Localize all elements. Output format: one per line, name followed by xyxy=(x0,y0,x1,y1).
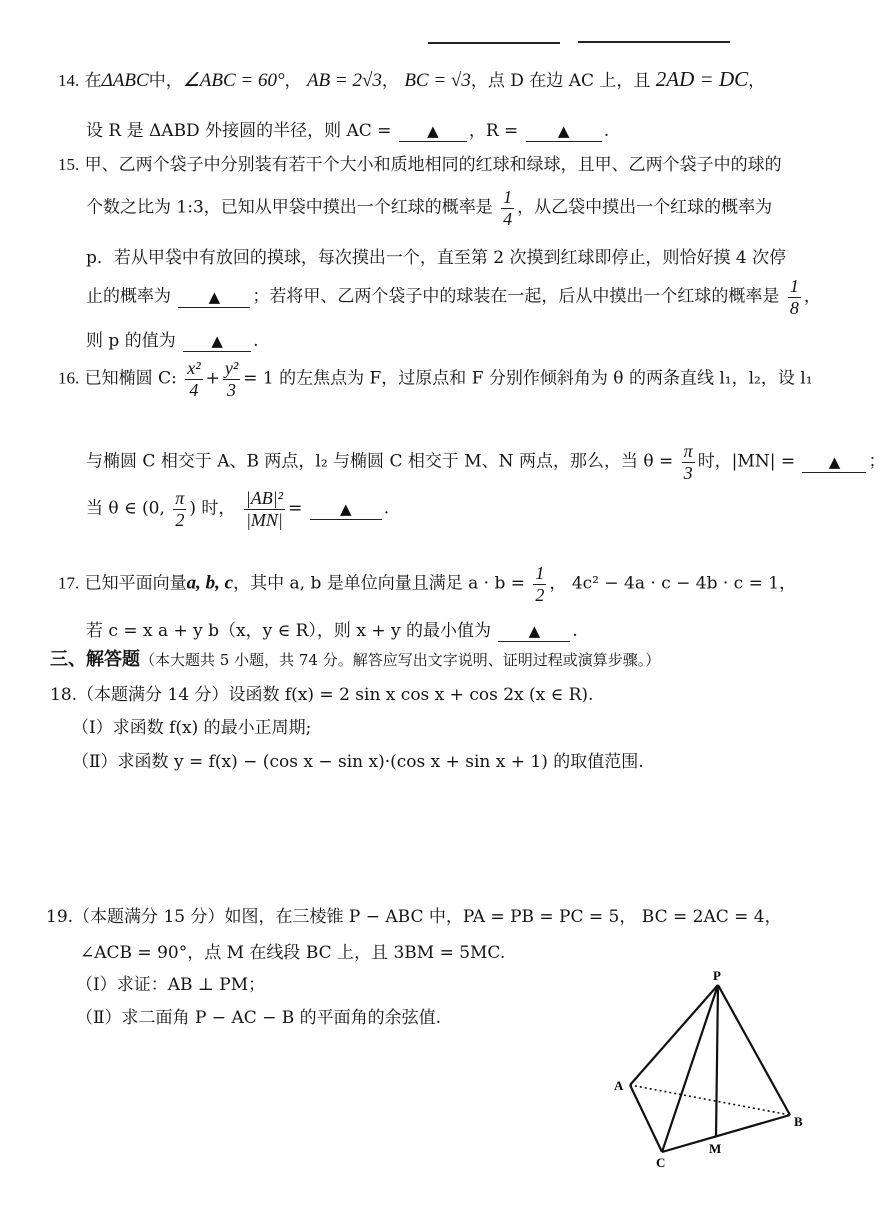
q16-line-3: 当 θ ∈ (0, $\frac{\pi}{2}$ ) 时， $\frac{\text{|AB|²}}{|MN|}$ = ▲ . xyxy=(86,488,390,530)
q15-line-4: 止的概率为 ▲ ；若将甲、乙两个袋子中的球装在一起，后从中摸出一个红球的概率是 $\frac{1}{8}$ ， xyxy=(86,276,821,318)
section-3-note: （本大题共 5 小题，共 74 分。解答应写出文字说明、证明过程或演算步骤。） xyxy=(140,651,661,669)
section-3-heading xyxy=(50,645,660,671)
label-p: P xyxy=(713,968,721,983)
q14-answer-blank-ac[interactable]: ▲ xyxy=(399,121,467,142)
q19-head: 19.（本题满分 15 分）如图，在三棱锥 P − ABC 中，PA = PB = PC = 5， BC = 2AC = 4， xyxy=(46,907,782,927)
top-rule-left xyxy=(428,42,560,44)
section-3-title: 三、解答题 xyxy=(50,649,140,670)
q16-fraction-pi-3: $\frac{\pi}{3}$ xyxy=(683,441,693,483)
q19-part-1: （Ⅰ）求证：AB ⊥ PM； xyxy=(76,975,266,995)
edge-cb xyxy=(662,1115,790,1152)
q18-head: 18.（本题满分 14 分）设函数 f(x) = 2 sin x cos x + cos 2x (x ∈ R). xyxy=(50,685,594,705)
label-m: M xyxy=(709,1141,722,1156)
edge-pm xyxy=(716,985,718,1137)
q15-fraction-1-4: $\frac{1}{4}$ xyxy=(503,187,513,229)
edge-ac xyxy=(630,1085,662,1152)
q14-answer-blank-r[interactable]: ▲ xyxy=(526,121,602,142)
edge-pb xyxy=(718,985,790,1115)
q18-part-1: （Ⅰ）求函数 f(x) 的最小正周期; xyxy=(72,718,312,738)
q16-fraction-pi-2: $\frac{\pi}{2}$ xyxy=(175,488,185,530)
q14-line-2: 设 R 是 ΔABD 外接圆的半径，则 AC = ▲ ，R = ▲ . xyxy=(86,121,610,141)
edge-pc xyxy=(662,985,718,1152)
q19-part-2: （Ⅱ）求二面角 P − AC − B 的平面角的余弦值. xyxy=(76,1008,442,1028)
edge-ab-hidden xyxy=(630,1085,790,1115)
q17-line-2: 若 c = x a + y b（x，y ∈ R），则 x + y 的最小值为 ▲ . xyxy=(86,621,578,641)
q15-line-5: 则 p 的值为 ▲ . xyxy=(86,331,259,351)
label-b: B xyxy=(794,1114,803,1129)
label-a: A xyxy=(614,1078,624,1093)
tetrahedron-figure xyxy=(600,965,820,1175)
label-c: C xyxy=(656,1155,666,1170)
q17-line-1: 17. 已知平面向量a, b, c，其中 a, b 是单位向量且满足 a · b = $\frac{1}{2}$ ， 4c² − 4a · c − 4b · c = 1， xyxy=(58,563,797,605)
q19-line-2: ∠ACB = 90°，点 M 在线段 BC 上，且 3BM = 5MC. xyxy=(80,943,506,963)
edge-pa xyxy=(630,985,718,1085)
q16-answer-blank-ratio[interactable]: ▲ xyxy=(310,499,382,520)
q16-line-2: 与椭圆 C 相交于 A、B 两点，l₂ 与椭圆 C 相交于 M、N 两点，那么，当 θ = $\frac{\pi}{3}$ 时，|MN| = ▲ ； xyxy=(86,441,885,483)
q16-fraction-ab-mn: $\frac{\text{|AB|²}}{|MN|}$ xyxy=(245,488,284,530)
q15-line-2: 个数之比为 1:3，已知从甲袋中摸出一个红球的概率是 $\frac{1}{4}$ ，从乙袋中摸出一个红球的概率为 xyxy=(86,187,773,229)
q18-part-2: （Ⅱ）求函数 y = f(x) − (cos x − sin x)·(cos x + sin x + 1) 的取值范围. xyxy=(72,752,644,772)
top-rule-right xyxy=(578,41,730,43)
q16-fraction-y2-3: $\frac{\text{y²}}{3}$ xyxy=(224,358,239,400)
q15-fraction-1-8: $\frac{1}{8}$ xyxy=(789,276,799,318)
q16-fraction-x2-4: $\frac{\text{x²}}{4}$ xyxy=(187,358,201,400)
q16-answer-blank-mn[interactable]: ▲ xyxy=(802,452,866,473)
q15-answer-blank-2[interactable]: ▲ xyxy=(183,331,251,352)
q17-answer-blank[interactable]: ▲ xyxy=(498,621,570,642)
q15-line-1: 15. 甲、乙两个袋子中分别装有若干个大小和质地相同的红球和绿球，且甲、乙两个袋子中的球的 xyxy=(58,155,782,175)
q14-line-1: 14. 在ΔABC中，∠ABC = 60°， AB = 2√3， BC = √3，点 D 在边 AC 上，且 2AD = DC， xyxy=(58,67,766,91)
q17-fraction-1-2: $\frac{1}{2}$ xyxy=(535,563,545,605)
q16-line-1: 16. 已知椭圆 C: $\frac{\text{x²}}{4}$ + $\frac{\text{y²}}{3}$ = 1 的左焦点为 F，过原点和 F 分别作倾斜角为 θ 的两条直线 l₁，l₂，设 l₁ xyxy=(58,358,813,400)
q15-answer-blank-1[interactable]: ▲ xyxy=(178,287,250,308)
q15-line-3: p．若从甲袋中有放回的摸球，每次摸出一个，直至第 2 次摸到红球即停止，则恰好摸 4 次停 xyxy=(86,248,787,268)
